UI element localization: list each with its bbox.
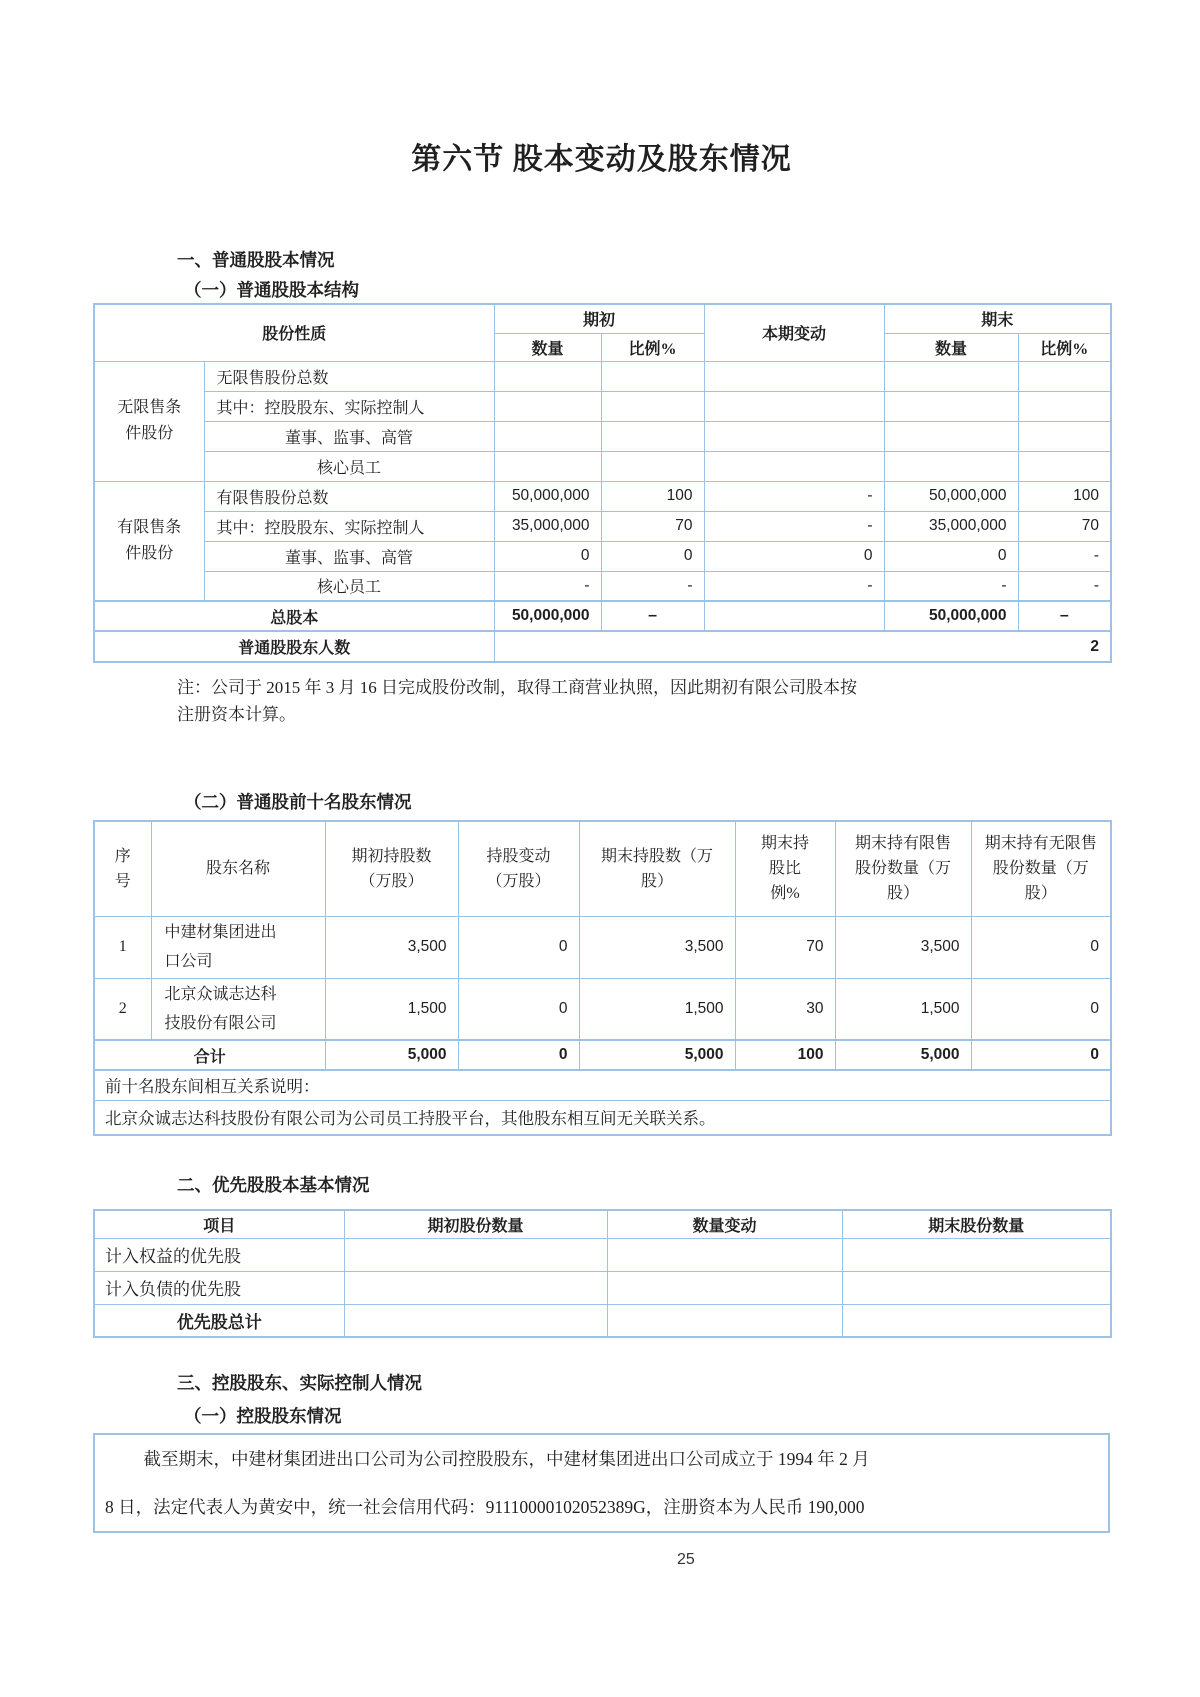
col-header-qty-change: 数量变动 [607,1210,842,1238]
row-label: 核心员工 [204,451,494,481]
row-label: 董事、监事、高管 [204,421,494,451]
table-note-line1: 注：公司于 2015 年 3 月 16 日完成股份改制，取得工商营业执照，因此期初有限公司股本按 [177,678,857,697]
cell-end-qty: 35,000,000 [884,511,1018,541]
cell-begin-pct [601,451,704,481]
row-label: 计入权益的优先股 [94,1238,344,1271]
cell-qty-change [607,1304,842,1337]
row-label: 董事、监事、高管 [204,541,494,571]
cell-begin-qty: 0 [494,541,601,571]
col-header-begin-shares: 期初持股数（万股） [325,821,458,916]
cell-begin-qty: 50,000,000 [494,601,601,631]
cell-begin-qty [494,451,601,481]
col-header-begin: 期初 [494,304,704,333]
cell-end-unrestricted: 0 [971,978,1111,1040]
total-row [94,601,1111,631]
cell-begin-pct: - [601,571,704,601]
cell-end-qty: 0 [884,541,1018,571]
cell-end-qty [842,1304,1111,1337]
col-header-item: 项目 [94,1210,344,1238]
table-row [94,361,1111,391]
cell-end-qty [842,1271,1111,1304]
col-header-name: 股东名称 [151,821,325,916]
holders-count-value: 2 [494,631,1111,662]
cell-end-pct [1018,391,1111,421]
cell-shareholder-name: 中建材集团进出口公司 [151,916,325,978]
table-row [94,391,1111,421]
cell-begin-pct [601,421,704,451]
row-label: 无限售股份总数 [204,361,494,391]
page-number: 25 [677,1551,695,1568]
table-row [94,421,1111,451]
cell-begin-qty [344,1238,607,1271]
cell-change [704,451,884,481]
shareholder-row [94,916,1111,978]
section-2-heading: 二、优先股股本基本情况 [177,1175,370,1195]
cell-end-pct: 70 [735,916,835,978]
cell-begin-qty [344,1271,607,1304]
table-row [94,451,1111,481]
cell-end-pct: 30 [735,978,835,1040]
holders-count-label: 普通股股东人数 [94,631,494,662]
cell-end-qty: - [884,571,1018,601]
total-label: 合计 [94,1040,325,1070]
col-header-end-unrestricted: 期末持有无限售股份数量（万股） [971,821,1111,916]
section-1-heading: 一、普通股股本情况 [177,250,335,270]
cell-change [704,601,884,631]
holders-count-row [94,631,1111,662]
cell-begin-pct [601,391,704,421]
cell-share-change: 0 [458,1040,579,1070]
table-row [94,541,1111,571]
section-1-2-heading: （二）普通股前十名股东情况 [184,792,412,812]
cell-qty-change [607,1238,842,1271]
col-header-share-change: 持股变动（万股） [458,821,579,916]
cell-begin-pct [601,361,704,391]
cell-share-change: 0 [458,916,579,978]
relation-text-row [94,1100,1111,1135]
col-header-begin-pct: 比例% [601,333,704,361]
preferred-shares-table [93,1209,1112,1338]
cell-end-pct: – [1018,601,1111,631]
cell-end-pct: - [1018,541,1111,571]
col-header-end-qty: 期末股份数量 [842,1210,1111,1238]
cell-change: 0 [704,541,884,571]
cell-end-unrestricted: 0 [971,916,1111,978]
cell-end-qty [884,451,1018,481]
table-row [94,1271,1111,1304]
col-header-share-nature: 股份性质 [94,304,494,361]
cell-end-shares: 3,500 [579,916,735,978]
col-header-change: 本期变动 [704,304,884,361]
cell-end-qty [884,421,1018,451]
cell-begin-shares: 1,500 [325,978,458,1040]
cell-change: - [704,481,884,511]
col-header-end-qty: 数量 [884,333,1018,361]
cell-end-pct [1018,451,1111,481]
relation-label: 前十名股东间相互关系说明： [94,1070,1111,1100]
col-header-end-shares: 期末持股数（万股） [579,821,735,916]
table-note [177,674,1110,728]
group-label-unrestricted: 无限售条件股份 [94,361,204,481]
cell-end-pct [1018,361,1111,391]
top-shareholders-table [93,820,1112,1136]
total-row [94,1304,1111,1337]
cell-end-restricted: 5,000 [835,1040,971,1070]
table-note-line2: 注册资本计算。 [177,705,296,724]
relation-label-row [94,1070,1111,1100]
cell-change: - [704,571,884,601]
col-header-end: 期末 [884,304,1111,333]
cell-change [704,361,884,391]
table-row [94,1238,1111,1271]
cell-end-qty [842,1238,1111,1271]
share-structure-table [93,303,1112,663]
cell-begin-pct: 70 [601,511,704,541]
table-row [94,571,1111,601]
cell-end-pct: 70 [1018,511,1111,541]
cell-no: 1 [94,916,151,978]
section-3-1-heading: （一）控股股东情况 [184,1406,342,1426]
paragraph-line1: 截至期末，中建材集团进出口公司为公司控股股东，中建材集团进出口公司成立于 1994 年 2 月 [143,1449,870,1469]
col-header-end-pct: 期末持股比例% [735,821,835,916]
cell-begin-qty [344,1304,607,1337]
cell-shareholder-name: 北京众诚志达科技股份有限公司 [151,978,325,1040]
cell-change [704,391,884,421]
cell-end-pct: 100 [735,1040,835,1070]
controlling-shareholder-paragraph [93,1433,1110,1533]
table-row [94,511,1111,541]
cell-end-unrestricted: 0 [971,1040,1111,1070]
cell-begin-pct: – [601,601,704,631]
cell-end-shares: 1,500 [579,978,735,1040]
cell-end-shares: 5,000 [579,1040,735,1070]
cell-begin-qty: - [494,571,601,601]
relation-text: 北京众诚志达科技股份有限公司为公司员工持股平台，其他股东相互间无关联关系。 [94,1100,1111,1135]
col-header-no: 序号 [94,821,151,916]
cell-share-change: 0 [458,978,579,1040]
cell-begin-qty [494,361,601,391]
row-label: 其中：控股股东、实际控制人 [204,391,494,421]
col-header-end-restricted: 期末持有限售股份数量（万股） [835,821,971,916]
group-label-restricted: 有限售条件股份 [94,481,204,601]
cell-begin-qty: 35,000,000 [494,511,601,541]
cell-end-pct [1018,421,1111,451]
cell-begin-qty [494,421,601,451]
col-header-begin-qty: 数量 [494,333,601,361]
cell-end-restricted: 1,500 [835,978,971,1040]
cell-change [704,421,884,451]
cell-change: - [704,511,884,541]
row-label: 核心员工 [204,571,494,601]
cell-begin-qty: 50,000,000 [494,481,601,511]
cell-no: 2 [94,978,151,1040]
cell-begin-pct: 0 [601,541,704,571]
cell-end-pct: - [1018,571,1111,601]
cell-end-qty: 50,000,000 [884,481,1018,511]
row-label: 其中：控股股东、实际控制人 [204,511,494,541]
cell-end-qty [884,361,1018,391]
page-content [0,142,1200,1533]
cell-end-qty: 50,000,000 [884,601,1018,631]
shareholder-row [94,978,1111,1040]
row-label: 有限售股份总数 [204,481,494,511]
cell-begin-shares: 5,000 [325,1040,458,1070]
table-row [94,481,1111,511]
cell-begin-pct: 100 [601,481,704,511]
cell-begin-qty [494,391,601,421]
col-header-begin-qty: 期初股份数量 [344,1210,607,1238]
section-3-heading: 三、控股股东、实际控制人情况 [177,1373,422,1393]
cell-end-qty [884,391,1018,421]
page-title: 第六节 股本变动及股东情况 [411,143,792,176]
col-header-end-pct: 比例% [1018,333,1111,361]
total-label: 优先股总计 [94,1304,344,1337]
cell-begin-shares: 3,500 [325,916,458,978]
section-1-1-heading: （一）普通股股本结构 [184,280,359,300]
paragraph-line2: 8 日，法定代表人为黄安中，统一社会信用代码：91110000102052389G，注册资本为人民币 190,000 [105,1497,865,1517]
row-label: 计入负债的优先股 [94,1271,344,1304]
cell-qty-change [607,1271,842,1304]
cell-end-pct: 100 [1018,481,1111,511]
total-row [94,1040,1111,1070]
cell-end-restricted: 3,500 [835,916,971,978]
total-label: 总股本 [94,601,494,631]
